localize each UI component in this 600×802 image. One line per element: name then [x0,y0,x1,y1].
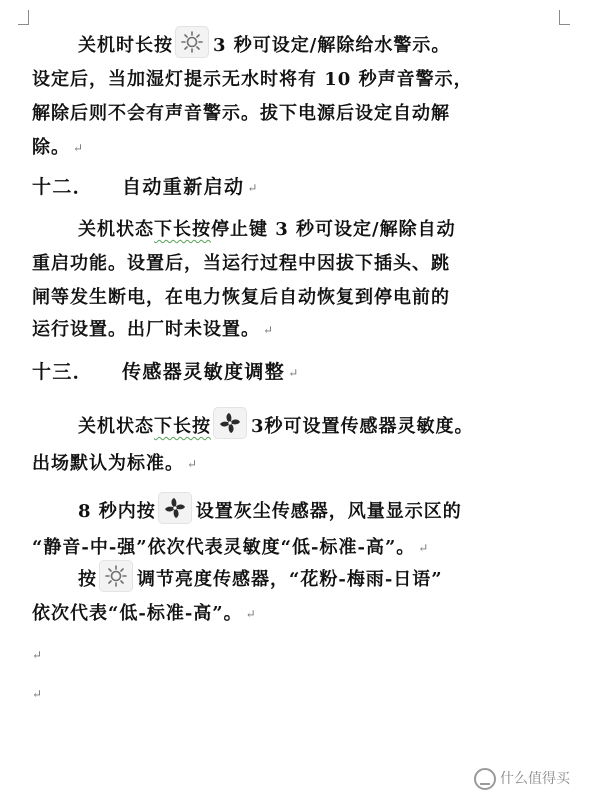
empty-paragraph-mark: ↵ [32,648,43,662]
text-run: 3 秒可设定/解除给水警示。 [213,35,451,56]
section-number: 十二． [32,176,94,198]
brightness-icon [175,26,209,58]
text-run: 出场默认为标准。 [32,453,184,474]
paragraph-2-line-1 [78,218,456,242]
text-run: 依次代表“低-标准-高”。 [32,603,243,624]
paragraph-2-line-4 [32,318,274,342]
paragraph-2-line-3: 闸等发生断电，在电力恢复后自动恢复到停电前的 [32,287,450,308]
paragraph-mark: ↵ [245,607,257,621]
section-13-heading [32,360,300,385]
paragraph-mark: ↵ [73,141,85,155]
margin-corner-mark-left [18,10,29,25]
fan-icon [158,492,192,524]
text-run: 设置灰尘传感器，风量显示区的 [195,501,462,522]
watermark-text: 什么值得买 [500,770,570,786]
text-run: 关机时长按 [78,35,173,56]
text-run: 除。 [32,137,70,158]
text-run: 运行设置。出厂时未设置。 [32,319,260,340]
text-run: “静音-中-强”依次代表灵敏度“低-标准-高”。 [32,537,416,558]
grammar-squiggle-text: 下长按 [154,219,211,240]
site-watermark [474,768,570,790]
paragraph-1-line-4 [32,136,84,160]
text-run: 关机状态 [78,416,154,437]
paragraph-1-line-2: 设定后，当加湿灯提示无水时将有 10 秒声音警示， [32,69,473,90]
fan-icon [213,407,247,439]
text-run: 关机状态 [78,219,154,240]
paragraph-3-line-1 [78,415,474,439]
smzdm-logo-icon [474,768,496,790]
text-run: 3秒可设置传感器灵敏度。 [251,416,474,437]
paragraph-4-line-2 [32,536,429,560]
section-title: 传感器灵敏度调整 [122,361,286,383]
section-title: 自动重新启动 [122,176,245,198]
paragraph-5-line-1 [78,568,443,592]
paragraph-mark: ↵ [187,457,199,471]
paragraph-mark: ↵ [288,366,300,380]
paragraph-1-line-3: 解除后则不会有声音警示。拔下电源后设定自动解 [32,103,450,124]
empty-paragraph-mark: ↵ [32,687,43,701]
paragraph-2-line-2: 重启功能。设置后，当运行过程中因拔下插头、跳 [32,253,450,274]
grammar-squiggle-text: 下长按 [154,416,211,437]
section-12-heading [32,175,259,200]
paragraph-3-line-2 [32,452,198,476]
paragraph-1-line-1 [78,34,450,58]
paragraph-mark: ↵ [263,323,275,337]
paragraph-4-line-1 [78,500,462,524]
margin-corner-mark-right [559,10,570,25]
paragraph-mark: ↵ [247,181,259,195]
section-number: 十三． [32,361,94,383]
paragraph-mark: ↵ [418,541,430,555]
brightness-icon [99,560,133,592]
text-run: 8 秒内按 [78,501,156,522]
text-run: 按 [78,569,97,590]
text-run: 停止键 3 秒可设定/解除自动 [211,219,456,240]
text-run: 调节亮度传感器，“花粉-梅雨-日语” [137,569,443,590]
paragraph-5-line-2 [32,602,257,626]
